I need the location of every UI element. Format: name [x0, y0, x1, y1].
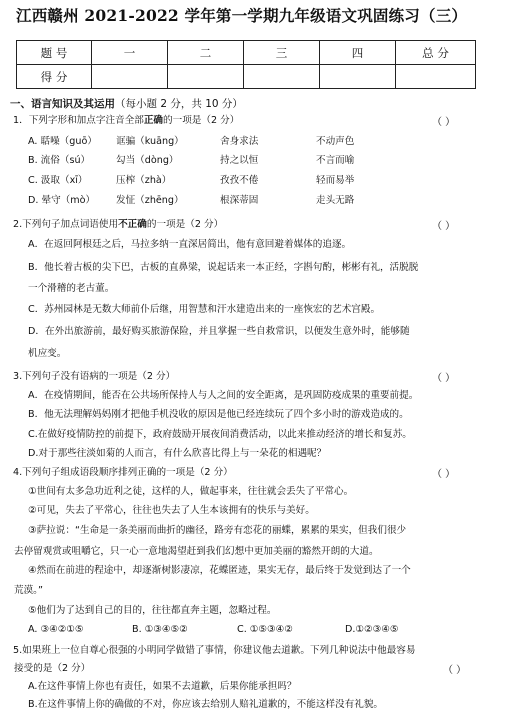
- answer-blank-q1[interactable]: （ ）: [432, 117, 456, 128]
- score-table-header-row: [17, 41, 476, 65]
- q4-sentence-line: ①世间有太多急功近利之徒，这样的人，做起事来，往往就会丢失了平常心。: [28, 486, 354, 497]
- q4-sentence-line: ④然而在前进的程途中，却逐渐树影凄凉，花蝶匿迹，果实无存，最后终于发觉到达了一个: [28, 565, 411, 576]
- q1-option-cell: 压榨（zhà）: [116, 175, 172, 186]
- score-header-cell: 总 分: [396, 41, 476, 65]
- q1-option-cell: 诓骗（kuāng）: [116, 136, 184, 147]
- q4-option: B. ①③④⑤②: [132, 624, 188, 635]
- score-header-cell: 一: [92, 41, 168, 65]
- q2-option-line: D．在外出旅游前，最好购买旅游保险，并且掌握一些自救常识，以便发生意外时，能够随: [28, 326, 410, 337]
- score-table-score-row: [17, 65, 476, 89]
- q1-option-cell: C. 汲取（xī）: [28, 175, 88, 186]
- q4-option: A. ③④②①⑤: [28, 624, 84, 635]
- score-row-label: 得 分: [17, 65, 92, 89]
- q2-option-line: A．在返回阿根廷之后，马拉多纳一直深居简出，他有意回避着媒体的追逐。: [28, 239, 352, 250]
- q4-option: C. ①⑤③④②: [237, 624, 293, 635]
- q4-sentence-line: ②可见，失去了平常心，往往也失去了人生本该拥有的快乐与美好。: [28, 505, 315, 516]
- q1-option-cell: 持之以恒: [220, 155, 259, 166]
- answer-blank-q2[interactable]: （ ）: [432, 221, 456, 232]
- q4-option-row: [28, 624, 398, 635]
- question-4-stem: 4.下列句子组成语段顺序排列正确的一项是（2 分）: [13, 467, 233, 478]
- q1-option-cell: 舍身求法: [220, 136, 259, 147]
- question-3-stem: 3.下列句子没有语病的一项是（2 分）: [13, 371, 176, 382]
- q2-option-line: C．苏州园林是无数大师前仆后继，用智慧和汗水建造出来的一座恢宏的艺术宫殿。: [28, 304, 381, 315]
- q5-option-line: A.在这件事情上你也有责任，如果不去道歉，后果你能承担吗？: [28, 681, 297, 692]
- q2-option-line: 一个滑稽的老古董。: [28, 283, 115, 294]
- q3-option-line: A．在疫情期间，能否在公共场所保持人与人之间的安全距离，是巩固防疫成果的重要前提。: [28, 390, 419, 401]
- q3-option-line: B．他无法理解妈妈刚才把他手机没收的原因是他已经连续玩了四个多小时的游戏造成的。: [28, 409, 409, 420]
- section-title: 一、语言知识及其运用: [10, 98, 115, 110]
- score-input-cell[interactable]: [244, 65, 320, 89]
- q1-option-row: [28, 152, 354, 166]
- question-5-stem: 5.如果班上一位自尊心很强的小明同学做错了事情，你建议他去道歉。下列几种说法中他最容易: [13, 645, 416, 656]
- q1-option-cell: B. 流俗（sú）: [28, 155, 91, 166]
- q2-stem-part: 2.下列句子加点词语使用: [13, 219, 119, 230]
- q3-option-line: C.在做好疫情防控的前提下，政府鼓励开展夜间消费活动，以此来推动经济的增长和复苏。: [28, 429, 412, 440]
- section-heading: [10, 96, 243, 111]
- question-5-stem-cont: 接受的是（2 分）: [14, 663, 91, 674]
- score-input-cell[interactable]: [168, 65, 244, 89]
- q1-option-cell: 走头无路: [316, 195, 355, 206]
- answer-blank-q3[interactable]: （ ）: [432, 373, 456, 384]
- q1-option-cell: D. 晕守（mò）: [28, 195, 96, 206]
- score-input-cell[interactable]: [92, 65, 168, 89]
- q1-option-cell: 根深蒂固: [220, 195, 259, 206]
- q1-stem-part: 1．下列字形和加点字注音全部: [13, 115, 144, 126]
- q4-sentence-line: 荒漠。”: [14, 585, 43, 596]
- q1-option-row: [28, 192, 354, 206]
- score-header-cell: 题 号: [17, 41, 92, 65]
- question-2-stem: [13, 218, 223, 231]
- score-input-cell[interactable]: [320, 65, 396, 89]
- q2-option-line: 机应变。: [28, 348, 67, 359]
- q2-stem-emphasis: 不正确: [118, 219, 147, 230]
- q1-option-cell: 轻而易举: [316, 175, 355, 186]
- q1-option-row: [28, 172, 354, 186]
- q1-option-cell: 勾当（dòng）: [116, 155, 179, 166]
- score-header-cell: 四: [320, 41, 396, 65]
- q4-sentence-line: ⑤他们为了达到自己的目的，往往都直奔主题，忽略过程。: [28, 605, 277, 616]
- answer-blank-q4[interactable]: （ ）: [432, 469, 456, 480]
- q2-option-line: B．他长着古板的尖下巴，古板的直鼻梁，说起话来一本正经，字斟句酌，彬彬有礼，活脱脱: [28, 262, 419, 273]
- q1-option-cell: 发怔（zhēng）: [116, 195, 184, 206]
- q5-option-line: B.在这件事情上你的确做的不对，你应该去给别人赔礼道歉的，不能这样没有礼貌。: [28, 699, 384, 710]
- page-title: 江西赣州 2021-2022 学年第一学期九年级语文巩固练习（三）: [16, 6, 468, 25]
- q1-option-cell: A. 聒噪（guō）: [28, 136, 97, 147]
- score-header-cell: 二: [168, 41, 244, 65]
- score-header-cell: 三: [244, 41, 320, 65]
- q4-sentence-line: ③萨拉说：“生命是一条美丽而曲折的幽径，路旁有恋花的丽蝶，累累的果实，但我们很少: [28, 525, 407, 536]
- q4-sentence-line: 去停留观赏或咀嚼它，只一心一意地渴望赶到我们幻想中更加美丽的豁然开朗的大道。: [14, 546, 379, 557]
- question-1-stem: [13, 114, 239, 127]
- q1-stem-emphasis: 正确: [143, 115, 164, 126]
- answer-blank-q5[interactable]: （ ）: [443, 665, 467, 676]
- score-table: [16, 40, 476, 89]
- q1-option-cell: 不动声色: [316, 136, 355, 147]
- score-input-cell[interactable]: [396, 65, 476, 89]
- q4-option: D.①②③④⑤: [345, 624, 399, 635]
- q1-stem-part: 的一项是（2 分）: [163, 115, 240, 126]
- q1-option-cell: 不言而喻: [316, 155, 355, 166]
- section-note: （每小题 2 分，共 10 分）: [115, 98, 243, 110]
- q2-stem-part: 的一项是（2 分）: [146, 219, 224, 230]
- q3-option-line: D.对于那些往淡如菊的人而言，有什么欣喜比得上与一朵花的相遇呢？: [28, 448, 327, 459]
- q1-option-row: [28, 133, 354, 147]
- q1-option-cell: 孜孜不倦: [220, 175, 259, 186]
